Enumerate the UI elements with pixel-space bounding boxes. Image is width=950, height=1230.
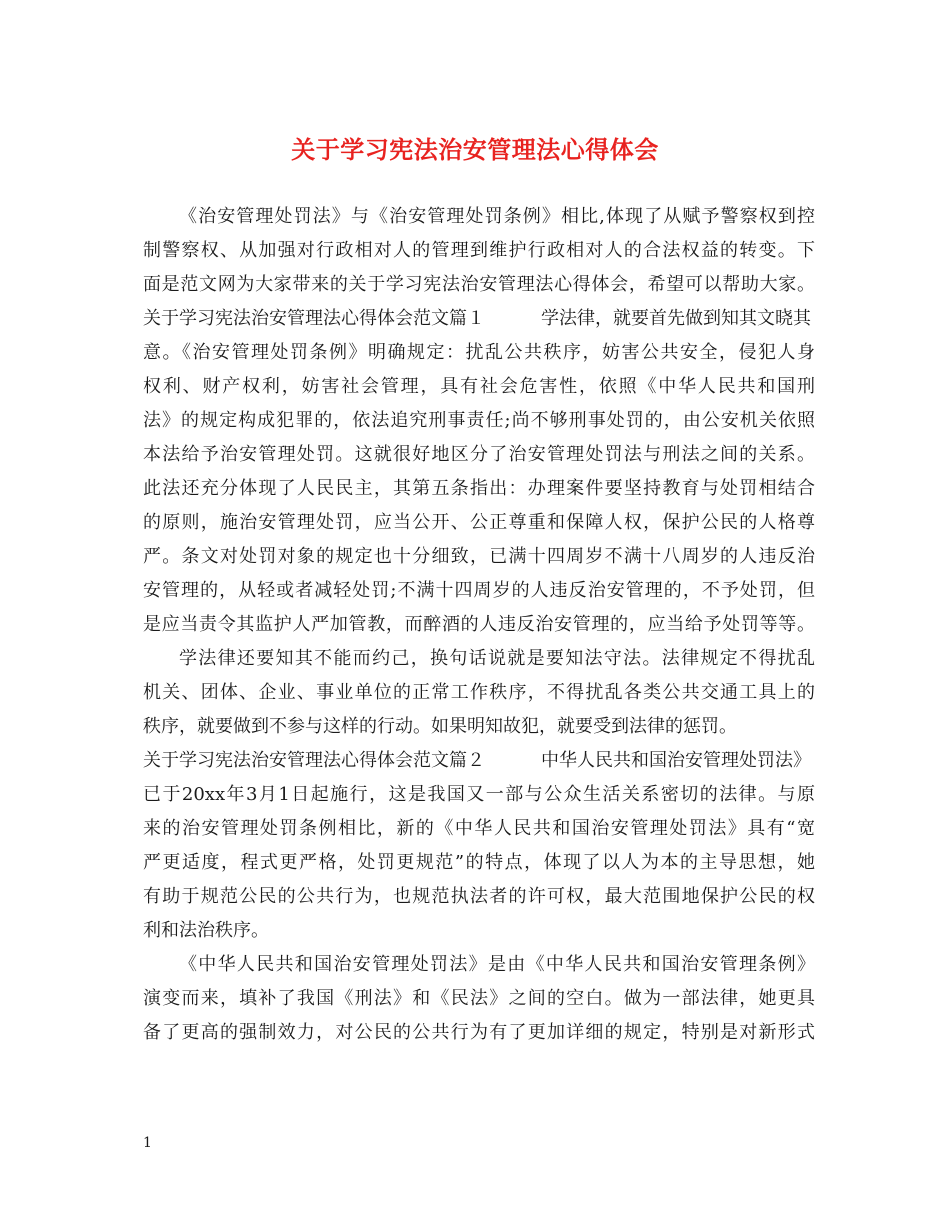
paragraph-line: 利和法治秩序。 [143, 920, 269, 941]
paragraph-line: 演变而来，填补了我国《刑法》和《民法》之间的空白。做为一部法律，她更具 [143, 988, 815, 1009]
section-2-first-text: 中华人民共和国治安管理处罚法》 [541, 750, 811, 771]
paragraph-line: 本法给予治安管理处罚。这就很好地区分了治安管理处罚法与刑法之间的关系。 [143, 444, 815, 465]
paragraph-line: 此法还充分体现了人民民主，其第五条指出：办理案件要坚持教育与处罚相结合 [143, 478, 815, 499]
page-number: 1 [143, 1135, 152, 1151]
document-body [143, 200, 815, 1050]
section-1-first-text: 学法律，就要首先做到知其文晓其 [541, 308, 811, 329]
paragraph-line: 的原则，施治安管理处罚，应当公开、公正尊重和保障人权，保护公民的人格尊 [143, 512, 815, 533]
paragraph-line: 有助于规范公民的公共行为，也规范执法者的许可权，最大范围地保护公民的权 [143, 886, 815, 907]
paragraph-line: 安管理的，从轻或者减轻处罚;不满十四周岁的人违反治安管理的，不予处罚，但 [143, 580, 815, 601]
paragraph-line: 严更适度，程式更严格，处罚更规范”的特点，体现了以人为本的主导思想，她 [143, 852, 815, 873]
paragraph-line: 学法律还要知其不能而约己，换句话说就是要知法守法。法律规定不得扰乱 [179, 648, 815, 669]
section-1-heading: 关于学习宪法治安管理法心得体会范文篇１ [143, 308, 485, 329]
paragraph-line: 备了更高的强制效力，对公民的公共行为有了更加详细的规定，特别是对新形式 [143, 1022, 815, 1043]
paragraph-line: 严。条文对处罚对象的规定也十分细致，已满十四周岁不满十八周岁的人违反治 [143, 546, 815, 567]
paragraph-line: 已于20xx年3月1日起施行，这是我国又一部与公众生活关系密切的法律。与原 [143, 784, 815, 805]
document-title: 关于学习宪法治安管理法心得体会 [291, 135, 659, 164]
paragraph-line: 制警察权、从加强对行政相对人的管理到维护行政相对人的合法权益的转变。下 [143, 240, 815, 261]
paragraph-line: 来的治安管理处罚条例相比，新的《中华人民共和国治安管理处罚法》具有“宽 [143, 818, 815, 839]
section-2-first-line [143, 744, 815, 778]
paragraph-line: 《治安管理处罚法》与《治安管理处罚条例》相比,体现了从赋予警察权到控 [179, 206, 815, 227]
paragraph-line: 权利、财产权利，妨害社会管理，具有社会危害性，依照《中华人民共和国刑 [143, 376, 815, 397]
section-1-first-line [143, 302, 815, 336]
paragraph-line: 《中华人民共和国治安管理处罚法》是由《中华人民共和国治安管理条例》 [179, 954, 815, 975]
paragraph-line: 面是范文网为大家带来的关于学习宪法治安管理法心得体会，希望可以帮助大家。 [143, 274, 815, 295]
paragraph-line: 法》的规定构成犯罪的，依法追究刑事责任;尚不够刑事处罚的，由公安机关依照 [143, 410, 815, 431]
paragraph-line: 机关、团体、企业、事业单位的正常工作秩序，不得扰乱各类公共交通工具上的 [143, 682, 815, 703]
paragraph-line: 秩序，就要做到不参与这样的行动。如果明知故犯，就要受到法律的惩罚。 [143, 716, 737, 737]
section-2-heading: 关于学习宪法治安管理法心得体会范文篇２ [143, 750, 485, 771]
paragraph-line: 是应当责令其监护人严加管教，而醉酒的人违反治安管理的，应当给予处罚等等。 [143, 614, 815, 635]
paragraph-line: 意。《治安管理处罚条例》明确规定：扰乱公共秩序，妨害公共安全，侵犯人身 [143, 342, 815, 363]
